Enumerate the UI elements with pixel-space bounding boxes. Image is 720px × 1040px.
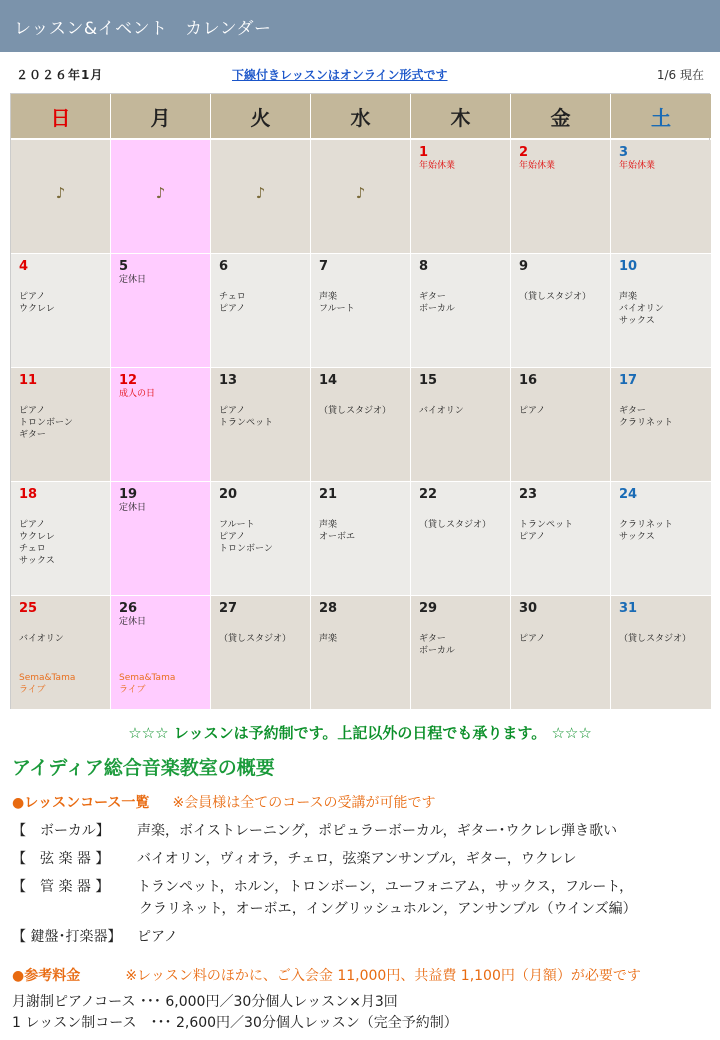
- day-number: 9: [519, 259, 529, 274]
- day-cell-8[interactable]: [411, 254, 511, 368]
- music-note-icon: ♪: [355, 184, 366, 202]
- lesson-list: [519, 405, 602, 417]
- day-cell-7[interactable]: [311, 254, 411, 368]
- day-note: 年始休業: [619, 161, 656, 171]
- weekday-thursday: 木: [411, 94, 511, 138]
- day-number: 5: [119, 259, 129, 274]
- day-cell-6[interactable]: [211, 254, 311, 368]
- lesson-list: [19, 633, 102, 645]
- day-note: 年始休業: [419, 161, 456, 171]
- day-cell-21[interactable]: [311, 482, 411, 596]
- lesson-list: [619, 519, 703, 543]
- lesson-item: （貸しスタジオ）: [319, 406, 392, 416]
- day-note: 成人の日: [119, 389, 156, 399]
- lesson-item: ギター: [419, 292, 446, 302]
- day-cell-24[interactable]: [611, 482, 711, 596]
- empty-day-cell[interactable]: [111, 140, 211, 254]
- weekday-tuesday: 火: [211, 94, 311, 138]
- course-label: 【 鍵盤･打楽器】: [12, 929, 122, 945]
- day-number: 27: [219, 601, 238, 616]
- event-label: [19, 672, 75, 696]
- course-heading: ●レッスンコース一覧: [12, 795, 150, 811]
- lesson-item: サックス: [619, 316, 655, 326]
- lesson-item: バイオリン: [619, 304, 664, 314]
- lesson-item: ピアノ: [219, 532, 246, 542]
- lesson-item: 声楽: [619, 292, 638, 302]
- day-number: 3: [619, 145, 629, 160]
- online-lesson-link[interactable]: 下線付きレッスンはオンライン形式です: [232, 68, 448, 82]
- day-cell-29[interactable]: [411, 596, 511, 710]
- day-cell-10[interactable]: [611, 254, 711, 368]
- day-number: 30: [519, 601, 538, 616]
- lesson-item: ピアノ: [19, 292, 46, 302]
- calendar-subheader: [0, 66, 720, 84]
- day-note: 定休日: [119, 503, 147, 513]
- day-cell-4[interactable]: [11, 254, 111, 368]
- lesson-item: チェロ: [219, 292, 246, 302]
- course-row-vocal: [12, 820, 712, 842]
- page-title: レッスン&イベント カレンダー: [14, 19, 272, 39]
- day-number: 24: [619, 487, 638, 502]
- weekday-header: [11, 94, 711, 138]
- lesson-item: サックス: [619, 532, 655, 542]
- event-line: Sema&Tama: [119, 673, 176, 683]
- day-number: 18: [19, 487, 38, 502]
- lesson-item: トランペット: [519, 520, 574, 530]
- lesson-item: ギター: [19, 430, 46, 440]
- lesson-item: ピアノ: [19, 520, 46, 530]
- day-number: 1: [419, 145, 429, 160]
- reservation-banner: ☆☆☆ レッスンは予約制です。上記以外の日程でも承ります。 ☆☆☆: [128, 724, 592, 742]
- lesson-item: ピアノ: [519, 532, 546, 542]
- lesson-list: [619, 633, 703, 645]
- day-number: 21: [319, 487, 338, 502]
- lesson-item: 声楽: [319, 520, 338, 530]
- day-number: 20: [219, 487, 238, 502]
- day-number: 22: [419, 487, 438, 502]
- lesson-item: トランペット: [219, 418, 274, 428]
- lesson-list: [219, 633, 302, 645]
- course-label: 【 ボーカル】: [12, 823, 110, 839]
- day-cell-28[interactable]: [311, 596, 411, 710]
- empty-day-cell[interactable]: [211, 140, 311, 254]
- day-cell-31[interactable]: [611, 596, 711, 710]
- lesson-list: [519, 633, 602, 645]
- day-number: 7: [319, 259, 329, 274]
- lesson-item: オーボエ: [319, 532, 356, 542]
- lesson-item: ピアノ: [519, 634, 546, 644]
- lesson-item: トロンボーン: [19, 418, 73, 428]
- day-cell-14[interactable]: [311, 368, 411, 482]
- lesson-list: [219, 519, 302, 555]
- lesson-list: [419, 291, 502, 315]
- lesson-item: ギター: [419, 634, 446, 644]
- course-value: ピアノ: [137, 929, 178, 945]
- day-cell-11[interactable]: [11, 368, 111, 482]
- empty-day-cell[interactable]: [11, 140, 111, 254]
- day-cell-3[interactable]: [611, 140, 711, 254]
- day-number: 11: [19, 373, 38, 388]
- lesson-item: ボーカル: [419, 646, 455, 656]
- weekday-wednesday: 水: [311, 94, 411, 138]
- day-number: 4: [19, 259, 29, 274]
- day-number: 6: [219, 259, 229, 274]
- music-note-icon: ♪: [155, 184, 166, 202]
- weekday-friday: 金: [511, 94, 611, 138]
- day-cell-13[interactable]: [211, 368, 311, 482]
- day-number: 16: [519, 373, 538, 388]
- lesson-list: [419, 405, 502, 417]
- day-number: 25: [19, 601, 38, 616]
- course-list: [12, 820, 712, 954]
- lesson-item: ピアノ: [519, 406, 546, 416]
- lesson-item: ピアノ: [219, 406, 246, 416]
- day-note: 定休日: [119, 617, 147, 627]
- event-line: ライブ: [119, 685, 146, 695]
- course-value-line2: クラリネット，オーボエ，イングリッシュホルン，アンサンブル（ウインズ編）: [139, 901, 637, 917]
- weekday-monday: 月: [111, 94, 211, 138]
- lesson-list: [219, 291, 302, 315]
- lesson-item: ウクレレ: [19, 304, 55, 314]
- lesson-item: バイオリン: [419, 406, 464, 416]
- lesson-item: フルート: [219, 520, 255, 530]
- lesson-list: [319, 405, 402, 417]
- lesson-item: 声楽: [319, 634, 338, 644]
- music-note-icon: ♪: [255, 184, 266, 202]
- course-row-strings: [12, 848, 712, 870]
- weekday-sunday: 日: [11, 94, 111, 138]
- fee-line: 1 レッスン制コース ･･･ 2,600円／30分個人レッスン（完全予約制）: [12, 1015, 458, 1031]
- day-cell-5[interactable]: [111, 254, 211, 368]
- day-cell-27[interactable]: [211, 596, 311, 710]
- lesson-item: トロンボーン: [219, 544, 273, 554]
- day-cell-15[interactable]: [411, 368, 511, 482]
- course-label: 【 弦 楽 器 】: [12, 851, 110, 867]
- day-number: 28: [319, 601, 338, 616]
- course-value: 声楽，ボイストレーニング，ポピュラーボーカル，ギター･ウクレレ弾き歌い: [137, 823, 618, 839]
- day-number: 8: [419, 259, 429, 274]
- day-cell-20[interactable]: [211, 482, 311, 596]
- day-cell-16[interactable]: [511, 368, 611, 482]
- fee-note: ※レッスン料のほかに、ご入会金 11,000円、共益費 1,100円（月額）が必要です: [125, 968, 641, 984]
- month-label: ２０２６年1月: [16, 68, 104, 82]
- day-number: 10: [619, 259, 638, 274]
- title-bar: [0, 0, 720, 52]
- lesson-list: [419, 633, 502, 657]
- course-note: ※会員様は全てのコースの受講が可能です: [172, 795, 436, 811]
- fee-heading-row: [12, 965, 641, 985]
- lesson-item: クラリネット: [619, 418, 673, 428]
- lesson-item: ピアノ: [219, 304, 246, 314]
- lesson-list: [219, 405, 302, 429]
- day-cell-30[interactable]: [511, 596, 611, 710]
- event-line: ライブ: [19, 685, 46, 695]
- course-list-heading: [12, 792, 436, 812]
- lesson-item: （貸しスタジオ）: [519, 292, 592, 302]
- day-cell-18[interactable]: [11, 482, 111, 596]
- lesson-list: [319, 291, 402, 315]
- lesson-list: [419, 519, 502, 531]
- lesson-list: [19, 519, 102, 567]
- day-note: 定休日: [119, 275, 147, 285]
- day-number: 2: [519, 145, 529, 160]
- overview-title: アイディア総合音楽教室の概要: [12, 757, 275, 779]
- day-note: 年始休業: [519, 161, 556, 171]
- lesson-list: [19, 405, 102, 441]
- lesson-item: クラリネット: [619, 520, 673, 530]
- lesson-item: （貸しスタジオ）: [419, 520, 492, 530]
- day-number: 14: [319, 373, 338, 388]
- day-cell-17[interactable]: [611, 368, 711, 482]
- day-cell-25[interactable]: [11, 596, 111, 710]
- lesson-list: [519, 291, 602, 303]
- lesson-list: [319, 633, 402, 645]
- day-cell-9[interactable]: [511, 254, 611, 368]
- calendar-grid: [11, 140, 711, 710]
- course-value: トランペット，ホルン，トロンボーン，ユーフォニアム，サックス，フルート，: [137, 879, 634, 895]
- course-label: 【 管 楽 器 】: [12, 879, 110, 895]
- lesson-item: サックス: [19, 556, 55, 566]
- day-number: 12: [119, 373, 138, 388]
- empty-day-cell[interactable]: [311, 140, 411, 254]
- day-number: 31: [619, 601, 638, 616]
- lesson-item: ギター: [619, 406, 646, 416]
- day-cell-1[interactable]: [411, 140, 511, 254]
- course-value-group: [137, 876, 637, 920]
- lesson-item: （貸しスタジオ）: [619, 634, 692, 644]
- weekday-saturday: 土: [611, 94, 711, 138]
- lesson-item: バイオリン: [19, 634, 64, 644]
- lesson-item: 声楽: [319, 292, 338, 302]
- day-number: 17: [619, 373, 638, 388]
- day-number: 19: [119, 487, 138, 502]
- day-number: 13: [219, 373, 238, 388]
- day-cell-26[interactable]: [111, 596, 211, 710]
- course-row-winds: [12, 876, 712, 920]
- lesson-list: [519, 519, 602, 543]
- lesson-list: [19, 291, 102, 315]
- course-row-keyboard: [12, 926, 712, 948]
- day-number: 23: [519, 487, 538, 502]
- day-cell-2[interactable]: [511, 140, 611, 254]
- day-number: 29: [419, 601, 438, 616]
- day-number: 26: [119, 601, 138, 616]
- event-line: Sema&Tama: [19, 673, 76, 683]
- day-cell-23[interactable]: [511, 482, 611, 596]
- as-of-date: 1/6 現在: [656, 68, 704, 82]
- day-number: 15: [419, 373, 438, 388]
- day-cell-19[interactable]: [111, 482, 211, 596]
- day-cell-22[interactable]: [411, 482, 511, 596]
- course-value: バイオリン，ヴィオラ，チェロ，弦楽アンサンブル，ギター，ウクレレ: [137, 851, 577, 867]
- fee-heading: ●参考料金: [12, 968, 81, 984]
- lesson-item: フルート: [319, 304, 355, 314]
- day-cell-12[interactable]: [111, 368, 211, 482]
- lesson-item: （貸しスタジオ）: [219, 634, 292, 644]
- lesson-item: チェロ: [19, 544, 46, 554]
- lesson-list: [319, 519, 402, 543]
- fee-line: 月謝制ピアノコース ･･･ 6,000円／30分個人レッスン×月3回: [12, 994, 398, 1010]
- calendar: [10, 93, 710, 709]
- lesson-list: [619, 291, 703, 327]
- event-label: [119, 672, 175, 696]
- lesson-item: ピアノ: [19, 406, 46, 416]
- lesson-item: ボーカル: [419, 304, 455, 314]
- lesson-item: ウクレレ: [19, 532, 55, 542]
- lesson-list: [619, 405, 703, 429]
- music-note-icon: ♪: [55, 184, 66, 202]
- fee-list: [12, 992, 458, 1034]
